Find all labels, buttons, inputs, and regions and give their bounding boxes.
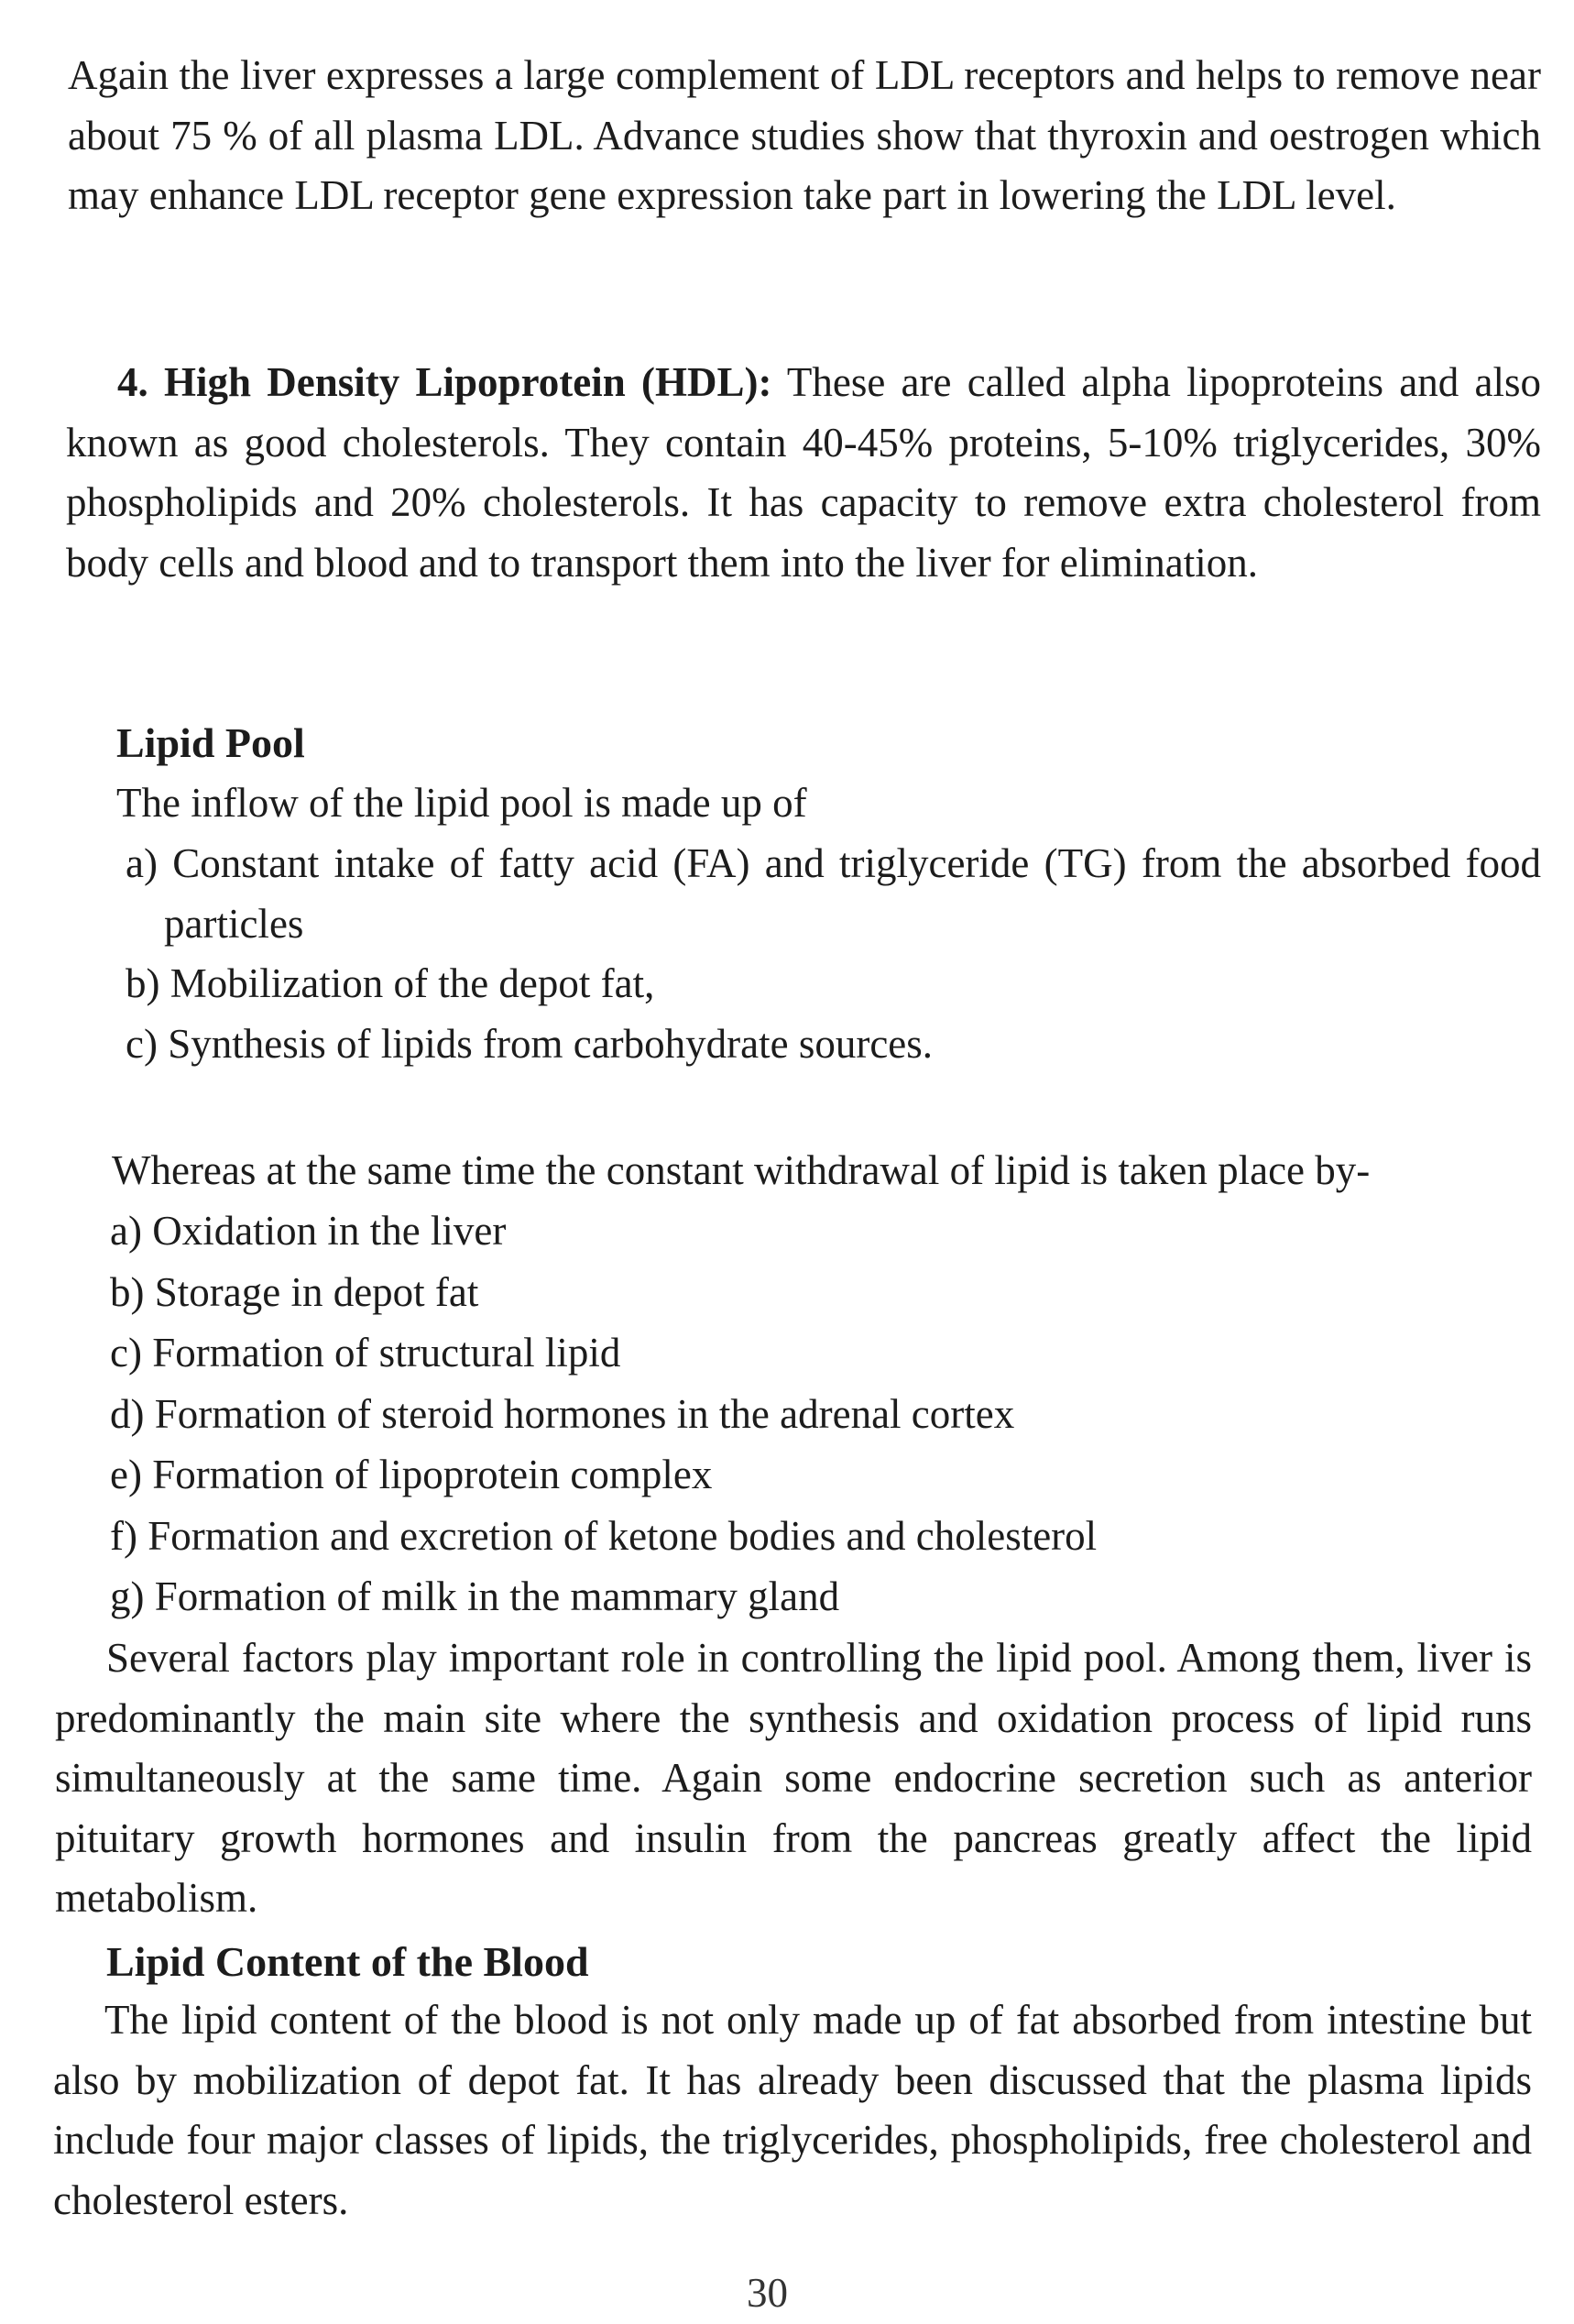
intro-text: Again the liver expresses a large complement of LDL receptors and helps to remove near about 75 % of all plasma LDL. Advance studies show that thyroxin and oestrogen which may enhance LDL receptor gene expression take part in lowering the LDL level.	[68, 52, 1541, 218]
inflow-list	[126, 834, 1541, 1074]
list-item: e) Formation of lipoprotein complex	[110, 1452, 713, 1497]
factors-text: Several factors play important role in controlling the lipid pool. Among them, liver is predominantly the main site where the synthesis and oxidation process of lipid runs simultaneously at the same time. Again some endocrine secretion such as anterior pituitary growth hormones and insulin from the pancreas greatly affect the lipid metabolism.	[55, 1635, 1532, 1921]
hdl-text	[66, 353, 1541, 593]
blood-lipids-heading: Lipid Content of the Blood	[106, 1938, 589, 1985]
lipid-pool-heading: Lipid Pool	[116, 719, 305, 766]
inflow-intro: The inflow of the lipid pool is made up of	[116, 780, 807, 826]
list-item: a) Oxidation in the liver	[110, 1208, 507, 1254]
blood-lipids-paragraph	[53, 1990, 1532, 2231]
list-item: c) Formation of structural lipid	[110, 1330, 621, 1376]
hdl-body: These are called alpha lipoproteins and also known as good cholesterols. They contain 40-45% proteins, 5-10% triglycerides, 30% phospholipids and 20% cholesterols. It has capacity to remove extra cholesterol from body cells and blood and to transport them into the liver for elimination.	[66, 359, 1541, 586]
withdrawal-intro: Whereas at the same time the constant withdrawal of lipid is taken place by-	[112, 1147, 1371, 1193]
list-item: a) Constant intake of fatty acid (FA) and triglyceride (TG) from the absorbed food particles	[126, 840, 1541, 947]
intro-paragraph	[68, 46, 1541, 226]
list-item: d) Formation of steroid hormones in the adrenal cortex	[110, 1390, 1015, 1437]
factors-paragraph	[55, 1628, 1532, 1929]
list-item: b) Storage in depot fat	[110, 1268, 479, 1315]
hdl-paragraph	[66, 353, 1541, 593]
list-item: g) Formation of milk in the mammary gland	[110, 1573, 840, 1619]
page-number: 30	[747, 2270, 788, 2316]
list-item: c) Synthesis of lipids from carbohydrate sources.	[126, 1020, 934, 1067]
list-item: f) Formation and excretion of ketone bodies and cholesterol	[110, 1512, 1098, 1559]
list-item: b) Mobilization of the depot fat,	[126, 960, 655, 1006]
hdl-lead: 4. High Density Lipoprotein (HDL):	[117, 359, 772, 405]
withdrawal-list	[110, 1201, 1484, 1628]
blood-lipids-text: The lipid content of the blood is not only made up of fat absorbed from intestine but also by mobilization of depot fat. It has already been discussed that the plasma lipids include four major classes of lipids, the triglycerides, phospholipids, free cholesterol and cholesterol esters.	[53, 1997, 1532, 2223]
